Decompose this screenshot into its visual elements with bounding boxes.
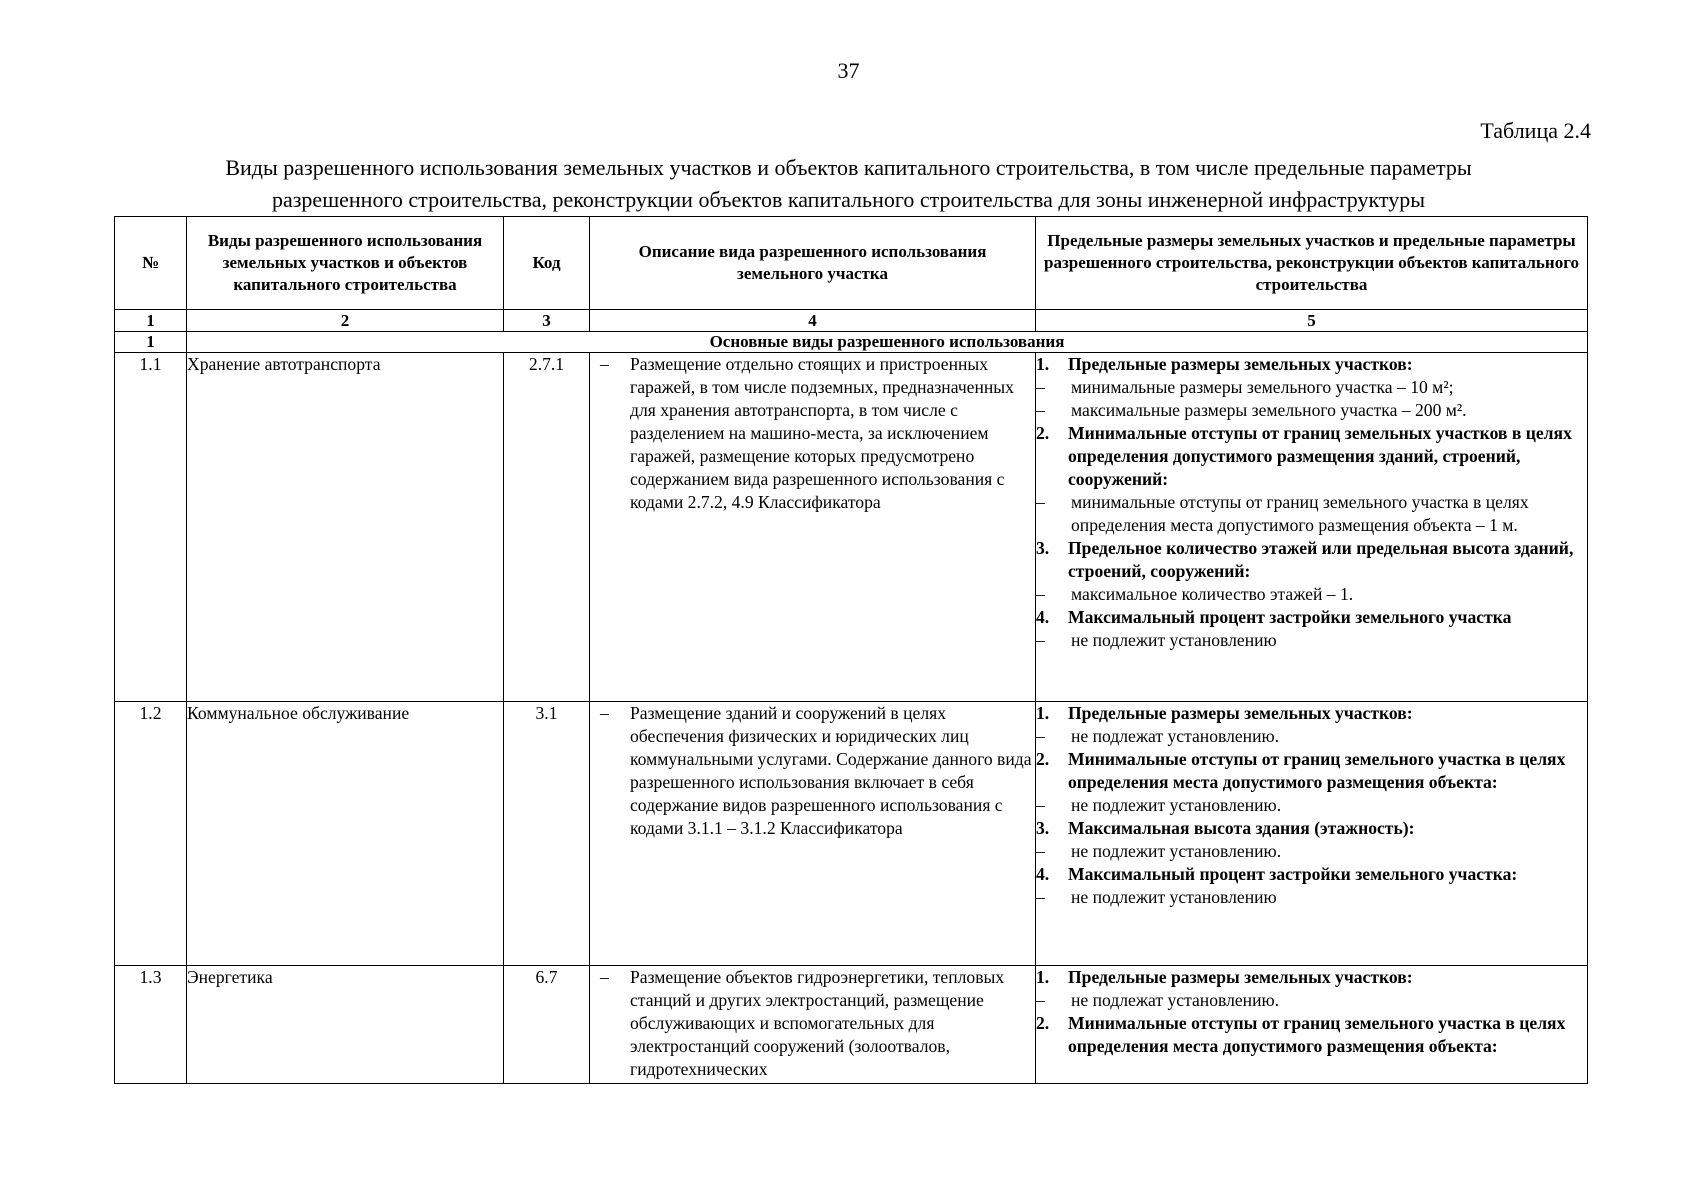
description-text: Размещение отдельно стоящих и пристроенных гаражей, в том числе подземных, предназначенных для хранения автотранспорта, в том числе с разделением на машино-места, за исключением гаражей, размещение которых предусмотрено содержанием вида разрешенного использования с кодами 2.7.2, 4.9 Классификатора: [630, 354, 1014, 512]
use-type-code: 6.7: [504, 966, 590, 1084]
section-number: 1: [115, 332, 187, 353]
parameter-heading: [1036, 606, 1587, 629]
parameter-marker: –: [1036, 887, 1045, 907]
use-type-name: Хранение автотранспорта: [187, 353, 504, 702]
section-row: [115, 332, 1588, 353]
header-name: Виды разрешенного использования земельных участков и объектов капитального строительства: [187, 217, 504, 310]
column-number: 5: [1036, 310, 1588, 332]
parameter-heading: [1036, 353, 1587, 376]
parameter-heading: [1036, 748, 1587, 794]
parameter-text: Предельные размеры земельных участков:: [1068, 354, 1413, 374]
parameter-marker: –: [1036, 726, 1045, 746]
land-use-table: [114, 216, 1588, 1084]
parameter-heading: [1036, 422, 1587, 491]
page-number: 37: [837, 58, 860, 83]
column-numbers-row: [115, 310, 1588, 332]
description-wrap: [590, 702, 1035, 840]
parameters-cell: [1036, 966, 1588, 1084]
header-desc: Описание вида разрешенного использования земельного участка: [590, 217, 1036, 310]
parameter-marker: 4.: [1036, 864, 1050, 884]
parameter-marker: 4.: [1036, 607, 1050, 627]
parameter-text: Минимальные отступы от границ земельного участка в целях определения места допустимого размещения объекта:: [1068, 1013, 1566, 1056]
parameter-text: максимальное количество этажей – 1.: [1071, 584, 1354, 604]
table-title: [110, 152, 1587, 216]
parameter-text: Минимальные отступы от границ земельного участка в целях определения места допустимого размещения объекта:: [1068, 749, 1566, 792]
parameter-item: [1036, 376, 1587, 399]
parameter-item: [1036, 629, 1587, 652]
parameter-marker: 3.: [1036, 818, 1050, 838]
parameter-text: Предельные размеры земельных участков:: [1068, 967, 1413, 987]
parameter-text: Минимальные отступы от границ земельных участков в целях определения допустимого размещения зданий, строений, сооружений:: [1068, 423, 1572, 489]
table-header-row: [115, 217, 1588, 310]
parameter-heading: [1036, 817, 1587, 840]
column-number: 4: [590, 310, 1036, 332]
parameter-marker: 1.: [1036, 703, 1050, 723]
parameter-text: не подлежит установлению.: [1071, 795, 1282, 815]
parameter-text: минимальные отступы от границ земельного участка в целях определения места допустимого размещения объекта – 1 м.: [1071, 492, 1529, 535]
parameter-marker: –: [1036, 795, 1045, 815]
table-title-line-1: Виды разрешенного использования земельных участков и объектов капитального строительства, в том числе предельные параметры: [225, 155, 1472, 180]
table-label: Таблица 2.4: [1480, 118, 1591, 143]
parameter-text: минимальные размеры земельного участка – 10 м²;: [1071, 377, 1454, 397]
parameter-item: [1036, 794, 1587, 817]
parameter-marker: 2.: [1036, 749, 1050, 769]
parameter-heading: [1036, 1012, 1587, 1058]
parameter-heading: [1036, 966, 1587, 989]
parameter-item: [1036, 583, 1587, 606]
parameter-marker: –: [1036, 377, 1045, 397]
use-type-code: 2.7.1: [504, 353, 590, 702]
parameter-marker: –: [1036, 492, 1045, 512]
description-text: Размещение объектов гидроэнергетики, тепловых станций и других электростанций, размещение обслуживающих и вспомогательных для электростанций сооружений (золоотвалов, гидротехнических: [630, 967, 1005, 1079]
description-text: Размещение зданий и сооружений в целях обеспечения физических и юридических лиц коммунальными услугами. Содержание данного вида разрешенного использования включает в себя содержание видов разрешенного использования с кодами 3.1.1 – 3.1.2 Классификатора: [630, 703, 1032, 838]
description-dash: –: [600, 354, 609, 374]
parameter-text: не подлежит установлению: [1071, 630, 1277, 650]
parameter-text: максимальные размеры земельного участка – 200 м².: [1071, 400, 1467, 420]
parameter-marker: 1.: [1036, 354, 1050, 374]
header-params: Предельные размеры земельных участков и предельные параметры разрешенного строительства, реконструкции объектов капитального строительства: [1036, 217, 1588, 310]
description-dash: –: [600, 703, 609, 723]
description-wrap: [590, 353, 1035, 514]
row-number: 1.2: [115, 702, 187, 966]
use-type-name: Коммунальное обслуживание: [187, 702, 504, 966]
parameter-item: [1036, 886, 1587, 909]
use-type-description-cell: [590, 702, 1036, 966]
parameter-text: Максимальный процент застройки земельного участка:: [1068, 864, 1518, 884]
row-number: 1.3: [115, 966, 187, 1084]
use-type-description-cell: [590, 966, 1036, 1084]
table-row: [115, 702, 1588, 966]
column-number: 3: [504, 310, 590, 332]
parameter-marker: 2.: [1036, 1013, 1050, 1033]
parameter-marker: 3.: [1036, 538, 1050, 558]
use-type-code: 3.1: [504, 702, 590, 966]
table-title-line-2: разрешенного строительства, реконструкции объектов капитального строительства для зоны инженерной инфраструктуры: [271, 187, 1426, 212]
parameter-text: Максимальная высота здания (этажность):: [1068, 818, 1415, 838]
parameter-marker: 1.: [1036, 967, 1050, 987]
parameter-marker: 2.: [1036, 423, 1050, 443]
parameter-text: не подлежат установлению.: [1071, 990, 1280, 1010]
use-type-description-cell: [590, 353, 1036, 702]
column-number: 1: [115, 310, 187, 332]
use-type-name: Энергетика: [187, 966, 504, 1084]
description-wrap: [590, 966, 1035, 1081]
parameter-marker: –: [1036, 630, 1045, 650]
parameter-marker: –: [1036, 584, 1045, 604]
parameter-heading: [1036, 863, 1587, 886]
parameter-marker: –: [1036, 400, 1045, 420]
parameter-text: Предельное количество этажей или предельная высота зданий, строений, сооружений:: [1068, 538, 1574, 581]
table-row: [115, 966, 1588, 1084]
section-title: Основные виды разрешенного использования: [187, 332, 1588, 353]
header-num: №: [115, 217, 187, 310]
parameter-text: Предельные размеры земельных участков:: [1068, 703, 1413, 723]
parameter-marker: –: [1036, 990, 1045, 1010]
parameter-marker: –: [1036, 841, 1045, 861]
parameter-item: [1036, 725, 1587, 748]
parameter-item: [1036, 989, 1587, 1012]
parameter-item: [1036, 399, 1587, 422]
parameter-text: не подлежит установлению.: [1071, 841, 1282, 861]
parameters-cell: [1036, 353, 1588, 702]
parameter-item: [1036, 491, 1587, 537]
description-dash: –: [600, 967, 609, 987]
parameter-text: не подлежит установлению: [1071, 887, 1277, 907]
parameters-cell: [1036, 702, 1588, 966]
header-code: Код: [504, 217, 590, 310]
parameter-item: [1036, 840, 1587, 863]
parameter-text: не подлежат установлению.: [1071, 726, 1280, 746]
parameter-heading: [1036, 537, 1587, 583]
table-row: [115, 353, 1588, 702]
row-number: 1.1: [115, 353, 187, 702]
parameter-heading: [1036, 702, 1587, 725]
parameter-text: Максимальный процент застройки земельного участка: [1068, 607, 1512, 627]
column-number: 2: [187, 310, 504, 332]
